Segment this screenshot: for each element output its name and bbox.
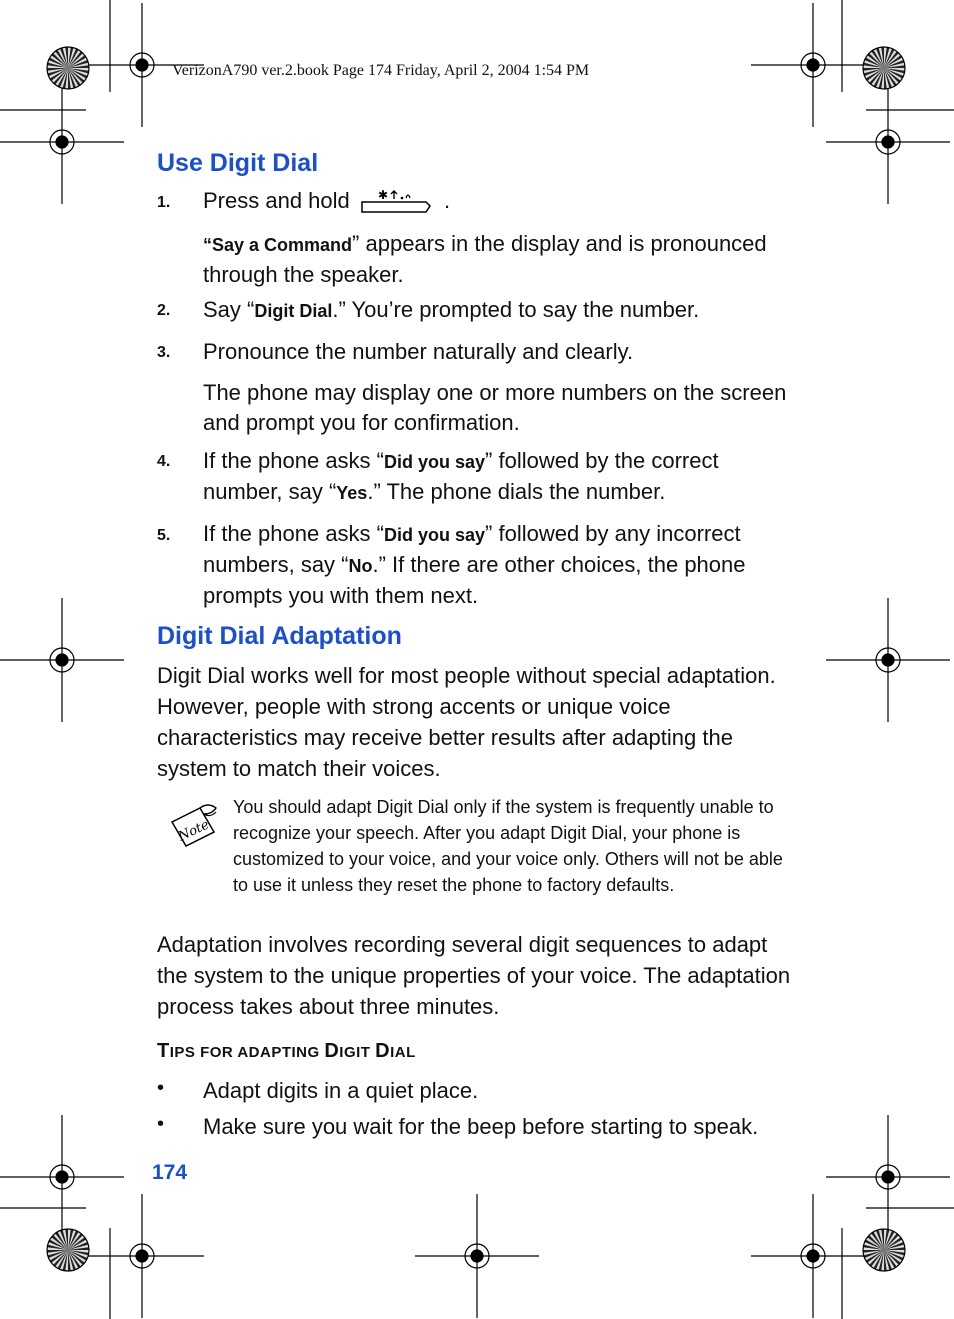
step-5 bbox=[203, 519, 793, 611]
registration-target-icon bbox=[826, 1115, 950, 1239]
step-4-mid: ” followed by the correct number, say “ bbox=[203, 448, 719, 504]
registration-target-icon bbox=[751, 1194, 875, 1318]
color-rosette-icon bbox=[47, 47, 89, 89]
step-1 bbox=[203, 186, 793, 222]
print-header: VerizonA790 ver.2.book Page 174 Friday, April 2, 2004 1:54 PM bbox=[172, 62, 590, 79]
section-title-digit-dial-adaptation: Digit Dial Adaptation bbox=[157, 622, 402, 650]
step-number-4: 4. bbox=[157, 453, 171, 470]
bullet-icon: • bbox=[157, 1113, 165, 1135]
tips-heading-part: IPS FOR ADAPTING bbox=[169, 1044, 325, 1061]
registration-target-icon bbox=[826, 80, 950, 204]
step-2-post: .” You’re prompted to say the number. bbox=[332, 297, 700, 322]
page-number: 174 bbox=[152, 1161, 188, 1184]
svg-text:Note: Note bbox=[176, 817, 212, 845]
digit-dial-label: Digit Dial bbox=[254, 301, 333, 321]
bullet-icon: • bbox=[157, 1077, 165, 1099]
tips-heading-part: D bbox=[375, 1040, 391, 1062]
step-5-post: .” If there are other choices, the phone prompts you with them next. bbox=[203, 552, 746, 608]
step-4 bbox=[203, 446, 793, 508]
step-3-note: The phone may display one or more numbers on the screen and prompt you for confirmation. bbox=[203, 380, 787, 435]
step-4-post: .” The phone dials the number. bbox=[367, 479, 666, 504]
registration-target-icon bbox=[0, 1115, 124, 1239]
step-2 bbox=[203, 295, 793, 326]
no-label: No bbox=[348, 556, 373, 576]
step-5-mid: ” followed by any incorrect numbers, say “ bbox=[203, 521, 741, 577]
say-a-command-label: “Say a Command bbox=[203, 235, 353, 255]
color-rosette-icon bbox=[47, 1229, 89, 1271]
registration-target-icon bbox=[80, 1194, 204, 1318]
tips-heading-part: IAL bbox=[390, 1044, 416, 1061]
step-number-1: 1. bbox=[157, 194, 171, 211]
step-4-pre: If the phone asks “ bbox=[203, 448, 384, 473]
color-rosette-icon bbox=[863, 47, 905, 89]
svg-text:✱: ✱ bbox=[377, 188, 388, 202]
step-2-pre: Say “ bbox=[203, 297, 255, 322]
tips-heading-part: IGIT bbox=[339, 1044, 376, 1061]
step-number-3: 3. bbox=[157, 344, 171, 361]
step-number-2: 2. bbox=[157, 302, 171, 319]
tips-heading bbox=[157, 1040, 416, 1063]
tip-item: Adapt digits in a quiet place. bbox=[203, 1078, 479, 1103]
note-icon bbox=[164, 800, 222, 855]
adaptation-paragraph: Digit Dial works well for most people without special adaptation. However, people with strong accents or unique voice characteristics may receive better results after adapting the system to match their voices. bbox=[157, 663, 776, 781]
tips-heading-part: T bbox=[157, 1040, 170, 1062]
did-you-say-label: Did you say bbox=[384, 525, 486, 545]
step-1-text: Press and hold bbox=[203, 188, 350, 213]
registration-target-icon bbox=[0, 598, 124, 722]
registration-target-icon bbox=[0, 80, 124, 204]
tips-heading-part: D bbox=[324, 1040, 340, 1062]
step-number-5: 5. bbox=[157, 527, 171, 544]
star-speaker-key-icon bbox=[360, 188, 434, 222]
step-3: Pronounce the number naturally and clearly. bbox=[203, 339, 634, 364]
step-5-pre: If the phone asks “ bbox=[203, 521, 384, 546]
registration-target-icon bbox=[751, 3, 875, 127]
step-1-note bbox=[203, 229, 793, 290]
color-rosette-icon bbox=[863, 1229, 905, 1271]
step-1-period: . bbox=[444, 188, 451, 213]
did-you-say-label: Did you say bbox=[384, 452, 486, 472]
tip-item: Make sure you wait for the beep before starting to speak. bbox=[203, 1114, 759, 1139]
registration-target-icon bbox=[415, 1194, 539, 1318]
registration-target-icon bbox=[826, 598, 950, 722]
yes-label: Yes bbox=[336, 483, 368, 503]
adaptation-process-paragraph: Adaptation involves recording several digit sequences to adapt the system to the unique properties of your voice. The adaptation process takes about three minutes. bbox=[157, 932, 791, 1019]
step-1-note-text: ” appears in the display and is pronounced through the speaker. bbox=[203, 231, 767, 287]
note-text: You should adapt Digit Dial only if the system is frequently unable to recognize your speech. After you adapt Digit Dial, your phone is customized to your voice, and your voice only. Others will not be able to use it unless they reset the phone to factory defaults. bbox=[233, 797, 783, 895]
section-title-use-digit-dial: Use Digit Dial bbox=[157, 149, 319, 177]
